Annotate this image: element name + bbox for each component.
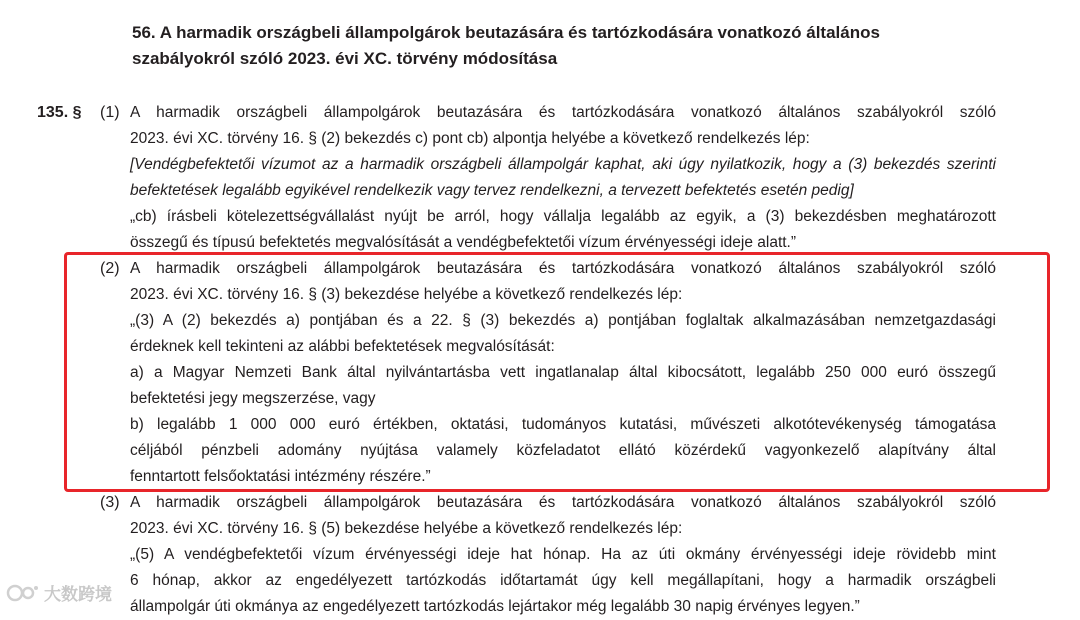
paragraph-line: A harmadik országbeli állampolgárok beutazására és tartózkodására vonatkozó általános szabályokról szóló: [130, 104, 996, 121]
paragraph-line: fenntartott felsőoktatási intézmény részére.”: [130, 468, 431, 485]
paragraph-quote-line: „cb) írásbeli kötelezettségvállalást nyújt be arról, hogy vállalja legalább az egyik, a (3) bekezdésben meghatározott: [130, 208, 996, 225]
section-number: 135. §: [37, 104, 82, 121]
heading-line: 56. A harmadik országbeli állampolgárok beutazására és tartózkodására vonatkozó általános: [132, 23, 880, 42]
paragraph-number: (1): [100, 104, 120, 121]
paragraph-line: befektetési jegy megszerzése, vagy: [130, 390, 376, 407]
paragraph-3: [130, 490, 996, 620]
paragraph-line: b) legalább 1 000 000 euró értékben, oktatási, tudományos kutatási, művészeti alkotótevékenység támogatása: [130, 416, 996, 433]
paragraph-quote-line: összegű és típusú befektetés megvalósítását a vendégbefektetői vízum érvényességi ideje alatt.”: [130, 234, 797, 251]
paragraph-line: 2023. évi XC. törvény 16. § (5) bekezdése helyébe a következő rendelkezés lép:: [130, 520, 683, 537]
watermark: [6, 580, 112, 605]
paragraph-number: (2): [100, 260, 120, 277]
paragraph-line: a) a Magyar Nemzeti Bank által nyilvántartásba vett ingatlanalap által kibocsátott, legalább 250 000 euró összegű: [130, 364, 996, 381]
paragraph-italic-line: [Vendégbefektetői vízumot az a harmadik országbeli állampolgár kaphat, aki úgy nyilatkozik, hogy a (3) bekezdés szerinti: [130, 156, 996, 173]
paragraph-number: (3): [100, 494, 120, 511]
paragraph-line: 6 hónap, akkor az engedélyezett tartózkodás időtartamát úgy kell megállapítani, hogy a harmadik országbeli: [130, 572, 996, 589]
paragraph-line: állampolgár úti okmánya az engedélyezett tartózkodás lejártakor még legalább 30 napig érvényes legyen.”: [130, 598, 860, 615]
paragraph-line: A harmadik országbeli állampolgárok beutazására és tartózkodására vonatkozó általános szabályokról szóló: [130, 260, 996, 277]
paragraph-line: A harmadik országbeli állampolgárok beutazására és tartózkodására vonatkozó általános szabályokról szóló: [130, 494, 996, 511]
paragraph-line: 2023. évi XC. törvény 16. § (3) bekezdése helyébe a következő rendelkezés lép:: [130, 286, 683, 303]
paragraph-line: érdeknek kell tekinteni az alábbi befektetések megvalósítását:: [130, 338, 555, 355]
paragraph-1: [130, 100, 996, 256]
paragraph-italic-line: befektetések legalább egyikével rendelkezik vagy tervez rendelkezni, a tervezett befektetés esetén pedig]: [130, 182, 854, 199]
paragraph-line: „(3) A (2) bekezdés a) pontjában és a 22. § (3) bekezdés a) pontjában foglaltak alkalmazásában nemzetgazdasági: [130, 312, 996, 329]
paragraph-line: 2023. évi XC. törvény 16. § (2) bekezdés c) pont cb) alpontja helyébe a következő rendelkezés lép:: [130, 130, 810, 147]
heading-line: szabályokról szóló 2023. évi XC. törvény módosítása: [132, 49, 558, 68]
paragraph-line: „(5) A vendégbefektetői vízum érvényességi ideje hat hónap. Ha az úti okmány érvényességi ideje rövidebb mint: [130, 546, 996, 563]
highlight-box: [64, 252, 1050, 492]
paragraph-line: céljából pénzbeli adomány nyújtása valamely közfeladatot ellátó közérdekű vagyonkezelő alapítvány által: [130, 442, 996, 459]
watermark-text: 大数跨境: [44, 585, 112, 604]
section-heading: [132, 20, 992, 72]
watermark-logo-icon: [6, 582, 40, 604]
